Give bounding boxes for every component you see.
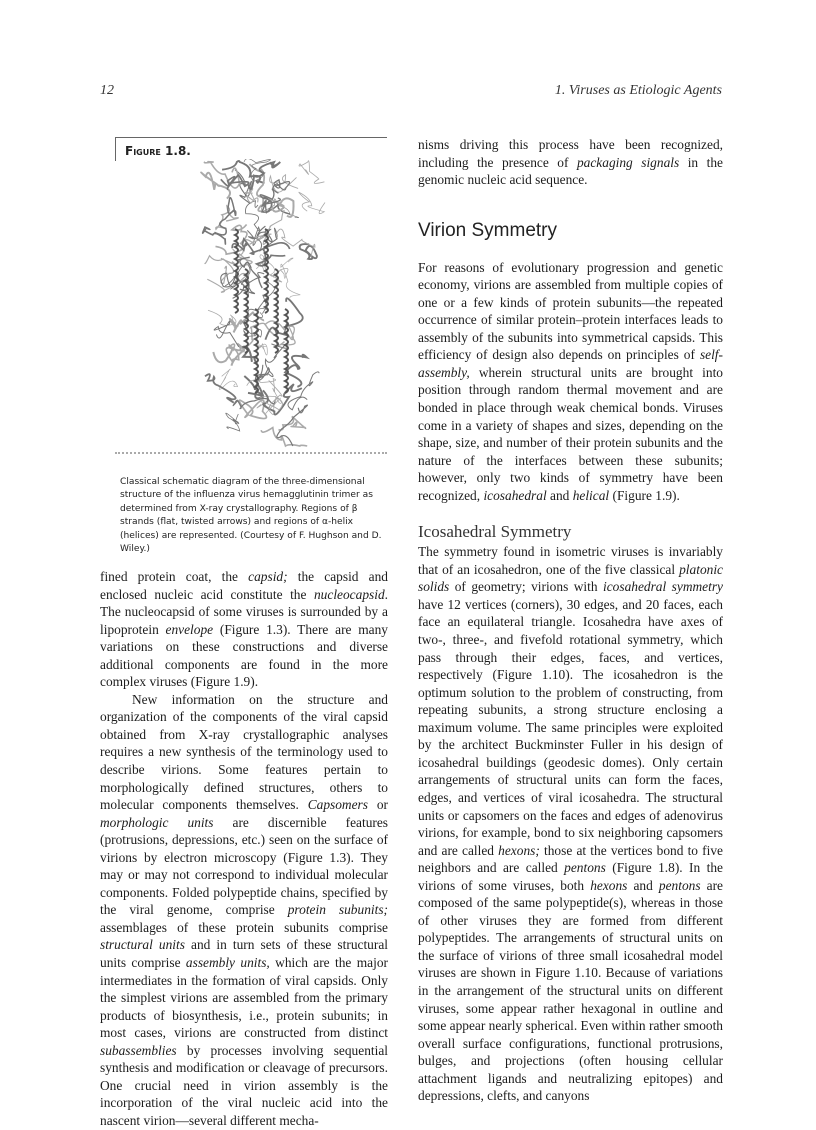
hemagglutinin-structure-image — [200, 159, 330, 449]
left-column — [100, 568, 388, 1130]
figure-top-rule — [115, 137, 387, 138]
text-run: are composed of the same polypeptide(s), whereas in those of other viruses they are formed from different polypeptides. The arrangements of structural units on the surface of virions of three small icosahedral model viruses are shown in Figure 1.10. Because of variations in the arrangement of the structural units on different viruses, some appear rather hexagonal in outline and some appear nearly spherical. Even within rather smooth overall surface configurations, functional protrusions, bulges, and projections (often housing cellular attachment ligands and neutralizing epitopes) and depressions, clefts, and canyons — [418, 877, 724, 1104]
figure-1-8 — [115, 137, 387, 457]
ribbon-strand — [203, 227, 226, 244]
italic-term: Capsomers — [307, 797, 368, 813]
italic-term: protein subunits; — [287, 902, 389, 918]
page-number: 12 — [100, 83, 114, 98]
text-run: and in turn sets of these structural units comprise — [100, 937, 389, 971]
italic-term: icosahedral symmetry — [603, 579, 723, 595]
text-run: and — [627, 877, 659, 893]
text-run: fined protein coat, the — [100, 569, 249, 584]
italic-term: subassemblies — [100, 1042, 177, 1058]
alpha-helix — [265, 229, 268, 313]
italic-term: pentons — [658, 877, 701, 893]
alpha-helix — [285, 309, 288, 393]
ribbon-strand — [299, 161, 324, 184]
alpha-helix — [275, 269, 278, 353]
italic-term: packaging signals — [576, 154, 680, 170]
section-heading: Virion Symmetry — [418, 219, 558, 241]
italic-term: icosahedral — [483, 487, 547, 503]
ribbon-strand — [299, 192, 325, 214]
ribbon-strand — [219, 369, 237, 389]
ribbon-strand — [216, 225, 247, 255]
running-head: 1. Viruses as Etiologic Agents — [554, 83, 722, 98]
alpha-helix — [245, 269, 248, 353]
subsection-heading: Icosahedral Symmetry — [418, 522, 572, 542]
paragraph-icosahedral-symmetry — [418, 543, 723, 1105]
italic-term: pentons — [564, 860, 606, 876]
text-run: For reasons of evolutionary progression and genetic economy, virions are assembled from multiple copies of one or a few kinds of protein subunits—the repeated occurrence of similar protein–protein interfaces leads to assembly of the subunits into symmetrical capsids. This efficiency of design also depends on principles of — [418, 259, 723, 363]
text-run: which are the major intermediates in the formation of viral capsids. Only the simplest virions are assembled from the primary products of biosynthesis, i.e., protein subunits; in most cases, virions are constructed from distinct — [100, 955, 388, 1041]
text-run: the capsid and enclosed nucleic acid constitute the — [100, 569, 389, 602]
text-run: (Figure 1.3). There are many variations on these constructions and diverse additional components are found in the more complex viruses (Figure 1.9). — [100, 621, 388, 690]
text-run: (Figure 1.9). — [609, 487, 680, 503]
ribbon-strand — [205, 256, 234, 284]
text-run: and — [546, 487, 573, 503]
right-column — [418, 136, 723, 1105]
italic-term: capsid; — [248, 569, 288, 584]
alpha-helix — [255, 309, 258, 393]
italic-term: nucleocapsid — [313, 586, 385, 602]
text-run: . The nucleocapsid of some viruses is surrounded by a lipoprotein — [100, 586, 388, 637]
italic-term: structural units — [100, 937, 185, 953]
italic-term: morphologic units — [100, 814, 214, 830]
ribbon-strand — [256, 210, 285, 244]
paragraph — [100, 568, 388, 691]
text-run: in the genomic nucleic acid sequence. — [418, 154, 723, 188]
text-run: are discernible features (protrusions, depressions, etc.) seen on the surface of virions by electron microscopy (Figure 1.3). They may or may not correspond to individual molecular components. Folded polypeptide chains, specified by the viral genome, comprise — [100, 814, 389, 918]
text-run: wherein structural units are brought into position through random thermal movement and are bonded in place through weak chemical bonds. Viruses come in a variety of shapes and sizes, depending on the shape, size, and number of their protein subunits and the nature of the interfaces between these subunits; however, only two kinds of symmetry have been recognized, — [418, 364, 723, 503]
ribbon-strand — [281, 258, 300, 298]
text-run: (Figure 1.8). In the virions of some viruses, both — [418, 860, 723, 893]
italic-term: self-assembly, — [418, 347, 723, 380]
italic-term: envelope — [165, 621, 214, 637]
italic-term: helical — [572, 487, 610, 503]
paragraph — [100, 691, 388, 1130]
text-run: those at the vertices bond to five neighbors and are called — [418, 842, 723, 876]
ribbon-strand — [261, 428, 307, 446]
text-run: nisms driving this process have been recognized, including the presence of — [418, 137, 723, 170]
italic-term: assembly units, — [185, 955, 270, 971]
figure-side-rule — [115, 137, 116, 161]
text-run: have 12 vertices (corners), 30 edges, and 20 faces, each face an equilateral triangle. Icosahedra have axes of two-, three-, and fivefold rotational symmetry, which pass through their edges, faces, and vertices, respectively (Figure 1.10). The icosahedron is the optimum solution to the problem of constructing, from repeating subunits, a strong structure enclosing a maximum volume. The same principles were exploited by the architect Buckminster Fuller in his design of icosahedral buildings (geodesic domes). Only certain arrangements of structural units can form the faces, edges, and vertices of viral icosahedra. The structural units or capsomers on the faces and edges of adenovirus virions, for example, bond to six neighboring capsomers and are called — [418, 596, 723, 858]
ribbon-strand — [226, 413, 240, 431]
ribbon-strand — [257, 344, 267, 355]
figure-label: Figure 1.8. — [125, 144, 191, 158]
italic-term: hexons; — [498, 842, 540, 858]
ribbon-strand — [247, 228, 277, 251]
text-run: or — [367, 797, 388, 813]
paragraph-intro — [418, 136, 723, 189]
figure-caption: Classical schematic diagram of the three-dimensional structure of the influenza virus hemagglutinin trimer as determined from X-ray crystallography. Regions of β strands (flat, twisted arrows) and regions of α-helix (helices) are represented. (Courtesy of F. Hughson and D. Wiley.) — [120, 477, 382, 555]
paragraph-virion-symmetry — [418, 259, 723, 505]
text-run: by processes involving sequential synthesis and modification or cleavage of precursors. One crucial need in virion assembly is the incorporation of the viral nucleic acid into the nascent virion—several different mecha- — [100, 1042, 388, 1128]
alpha-helix — [235, 229, 238, 313]
text-run: assemblages of these protein subunits comprise — [100, 919, 388, 935]
ribbon-strand — [205, 374, 236, 403]
italic-term: hexons — [590, 877, 628, 893]
text-run: The symmetry found in isometric viruses is invariably that of an icosahedron, one of the five classical — [418, 544, 723, 577]
ribbon-strand — [208, 310, 238, 327]
ribbon-strand — [226, 344, 239, 363]
text-run: of geometry; virions with — [449, 579, 603, 595]
ribbon-strand — [300, 244, 317, 259]
figure-bottom-rule — [115, 452, 387, 454]
ribbon-strand — [221, 271, 244, 298]
text-run: New information on the structure and organization of the components of the viral capsid obtained from X-ray crystallographic analyses requires a new synthesis of the terminology used to describe virions. Some features pertain to morphologically defined structures, others to molecular components themselves. — [100, 691, 388, 813]
italic-term: platonic solids — [418, 561, 723, 595]
